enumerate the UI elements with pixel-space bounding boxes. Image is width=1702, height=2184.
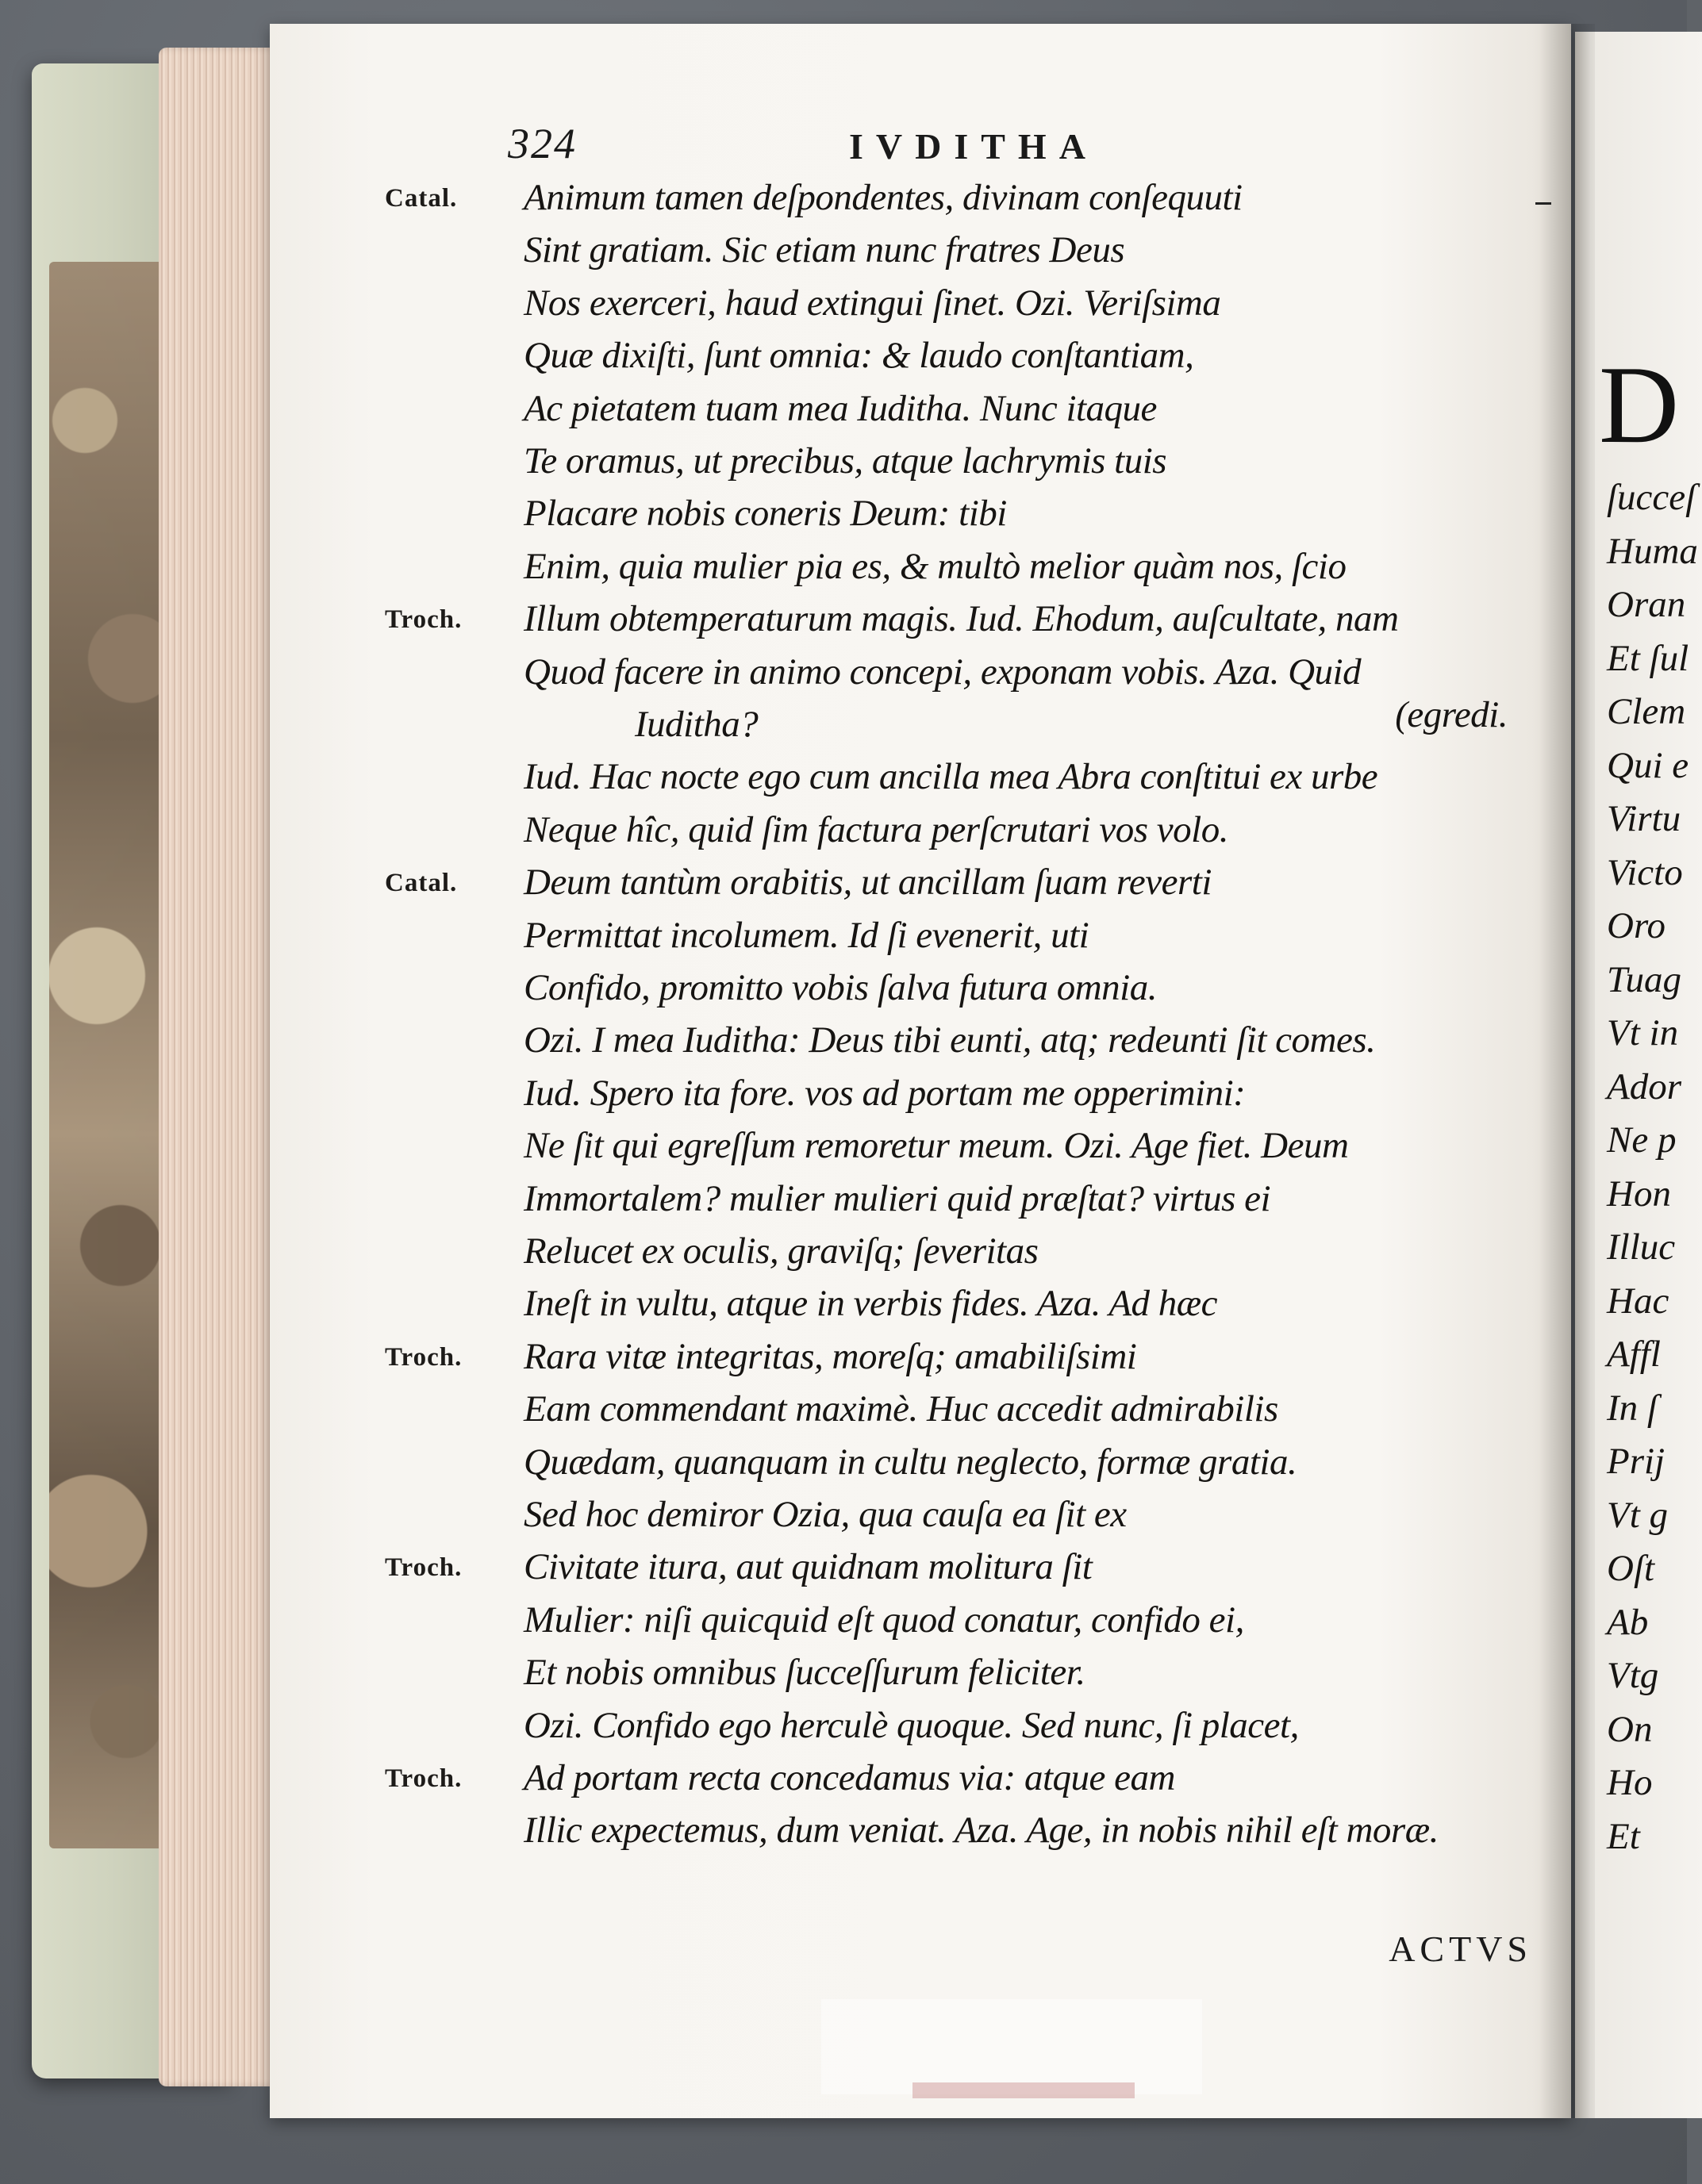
- verse-line: Mulier: niſi quicquid eſt quod conatur, confido ei,: [524, 1599, 1244, 1641]
- verse-line: Neque hîc, quid ſim factura perſcrutari vos volo.: [524, 808, 1228, 850]
- verse-line: Ozi. Confido ego herculè quoque. Sed nunc, ſi placet,: [524, 1704, 1299, 1746]
- verse-line: Relucet ex oculis, graviſq; ſeveritas: [524, 1230, 1039, 1272]
- right-page-line: Clem: [1607, 691, 1686, 732]
- catchword: ACTVS: [1389, 1929, 1532, 1969]
- verse-line: Nos exerceri, haud extingui ſinet. Ozi. Veriſsima: [524, 282, 1221, 324]
- right-page-line: Et: [1607, 1815, 1640, 1857]
- verse-line: Ne ſit qui egreſſum remoretur meum. Ozi. Age fiet. Deum: [524, 1125, 1349, 1167]
- verse-line: Civitate itura, aut quidnam molitura ſit: [524, 1546, 1093, 1588]
- verse-line: Placare nobis coneris Deum: tibi: [524, 493, 1007, 535]
- verse-line: Iuditha?: [635, 704, 759, 745]
- page-number: 324: [508, 120, 577, 167]
- right-page-line: Huma: [1607, 530, 1698, 572]
- right-page-line: Hac: [1607, 1280, 1669, 1322]
- verse-line: Illum obtemperaturum magis. Iud. Ehodum, auſcultate, nam: [524, 598, 1399, 640]
- right-page-initial: D: [1599, 344, 1680, 466]
- tape-strip: [821, 1999, 1202, 2094]
- verse-line: Te oramus, ut precibus, atque lachrymis tuis: [524, 440, 1167, 482]
- verse-line: Quæ dixiſti, ſunt omnia: & laudo conſtantiam,: [524, 335, 1194, 377]
- right-page-line: Oſt: [1607, 1548, 1655, 1589]
- meter-label: Catal.: [385, 869, 458, 898]
- right-page-line: Virtu: [1607, 798, 1681, 839]
- verse-line: Quædam, quanquam in cultu neglecto, formæ gratia.: [524, 1441, 1297, 1483]
- verse-line: Ac pietatem tuam mea Iuditha. Nunc itaque: [524, 387, 1157, 429]
- right-page-line: In ſ: [1607, 1387, 1658, 1429]
- right-page-line: Vtg: [1607, 1655, 1659, 1696]
- right-page-line: Oro: [1607, 905, 1666, 946]
- verse-line: Permittat incolumem. Id ſi evenerit, uti: [524, 914, 1089, 956]
- meter-label: Troch.: [385, 1764, 463, 1793]
- meter-label: Catal.: [385, 184, 458, 213]
- meter-label: Troch.: [385, 1553, 463, 1583]
- verse-line: Iud. Hac nocte ego cum ancilla mea Abra conſtitui ex urbe: [524, 756, 1378, 798]
- verse-line-tail: (egredi.: [1395, 694, 1508, 735]
- verse-line: Ozi. I mea Iuditha: Deus tibi eunti, atq; redeunti ſit comes.: [524, 1019, 1376, 1061]
- verse-line: Ad portam recta concedamus via: atque eam: [524, 1757, 1175, 1798]
- right-page-line: Et ſul: [1607, 637, 1689, 679]
- verse-line: Deum tantùm orabitis, ut ancillam ſuam reverti: [524, 862, 1212, 904]
- verse-line: Animum tamen deſpondentes, divinam conſequuti: [524, 177, 1243, 218]
- right-page-line: Affl: [1607, 1334, 1661, 1375]
- right-page-line: Vt in: [1607, 1012, 1679, 1054]
- verse-line: Eam commendant maximè. Huc accedit admirabilis: [524, 1388, 1278, 1430]
- verse-line: Iud. Spero ita fore. vos ad portam me opperimini:: [524, 1072, 1246, 1114]
- right-page-line: Qui e: [1607, 744, 1689, 786]
- right-page-line: Prij: [1607, 1441, 1666, 1482]
- right-page-line: On: [1607, 1708, 1653, 1750]
- verse-line: Rara vitæ integritas, moreſq; amabiliſsimi: [524, 1335, 1137, 1377]
- right-page-line: Tuag: [1607, 958, 1682, 1000]
- right-page-line: Ho: [1607, 1762, 1653, 1803]
- verse-line: Illic expectemus, dum veniat. Aza. Age, in nobis nihil eſt moræ.: [524, 1810, 1439, 1852]
- verse-line: Ineſt in vultu, atque in verbis fides. Aza. Ad hæc: [524, 1283, 1217, 1325]
- verse-line: Sed hoc demiror Ozia, qua cauſa ea ſit ex: [524, 1494, 1127, 1535]
- right-page-line: Vt g: [1607, 1494, 1669, 1536]
- verse-line: Confido, promitto vobis ſalva futura omnia.: [524, 967, 1157, 1008]
- tape-pink-strip: [912, 2082, 1135, 2098]
- right-page-line: Ab: [1607, 1601, 1649, 1643]
- right-page-line: Illuc: [1607, 1226, 1676, 1268]
- verse-line: Quod facere in animo concepi, exponam vobis. Aza. Quid: [524, 651, 1362, 693]
- right-page-line: Hon: [1607, 1173, 1671, 1215]
- verse-line: Sint gratiam. Sic etiam nunc fratres Deus: [524, 229, 1125, 271]
- verse-line: Enim, quia mulier pia es, & multò melior quàm nos, ſcio: [524, 545, 1347, 587]
- meter-label: Troch.: [385, 605, 463, 635]
- verse-line: Et nobis omnibus ſucceſſurum feliciter.: [524, 1652, 1085, 1694]
- right-page-line: Ador: [1607, 1065, 1681, 1107]
- right-page-line: Oran: [1607, 584, 1686, 625]
- meter-label: Troch.: [385, 1342, 463, 1372]
- running-head: IVDITHA: [849, 126, 1098, 167]
- right-page-line: Victo: [1607, 851, 1683, 893]
- right-page-line: Ne p: [1607, 1119, 1677, 1161]
- right-page-line: ſucceſ: [1607, 477, 1696, 518]
- verse-line: Immortalem? mulier mulieri quid præſtat? virtus ei: [524, 1177, 1271, 1219]
